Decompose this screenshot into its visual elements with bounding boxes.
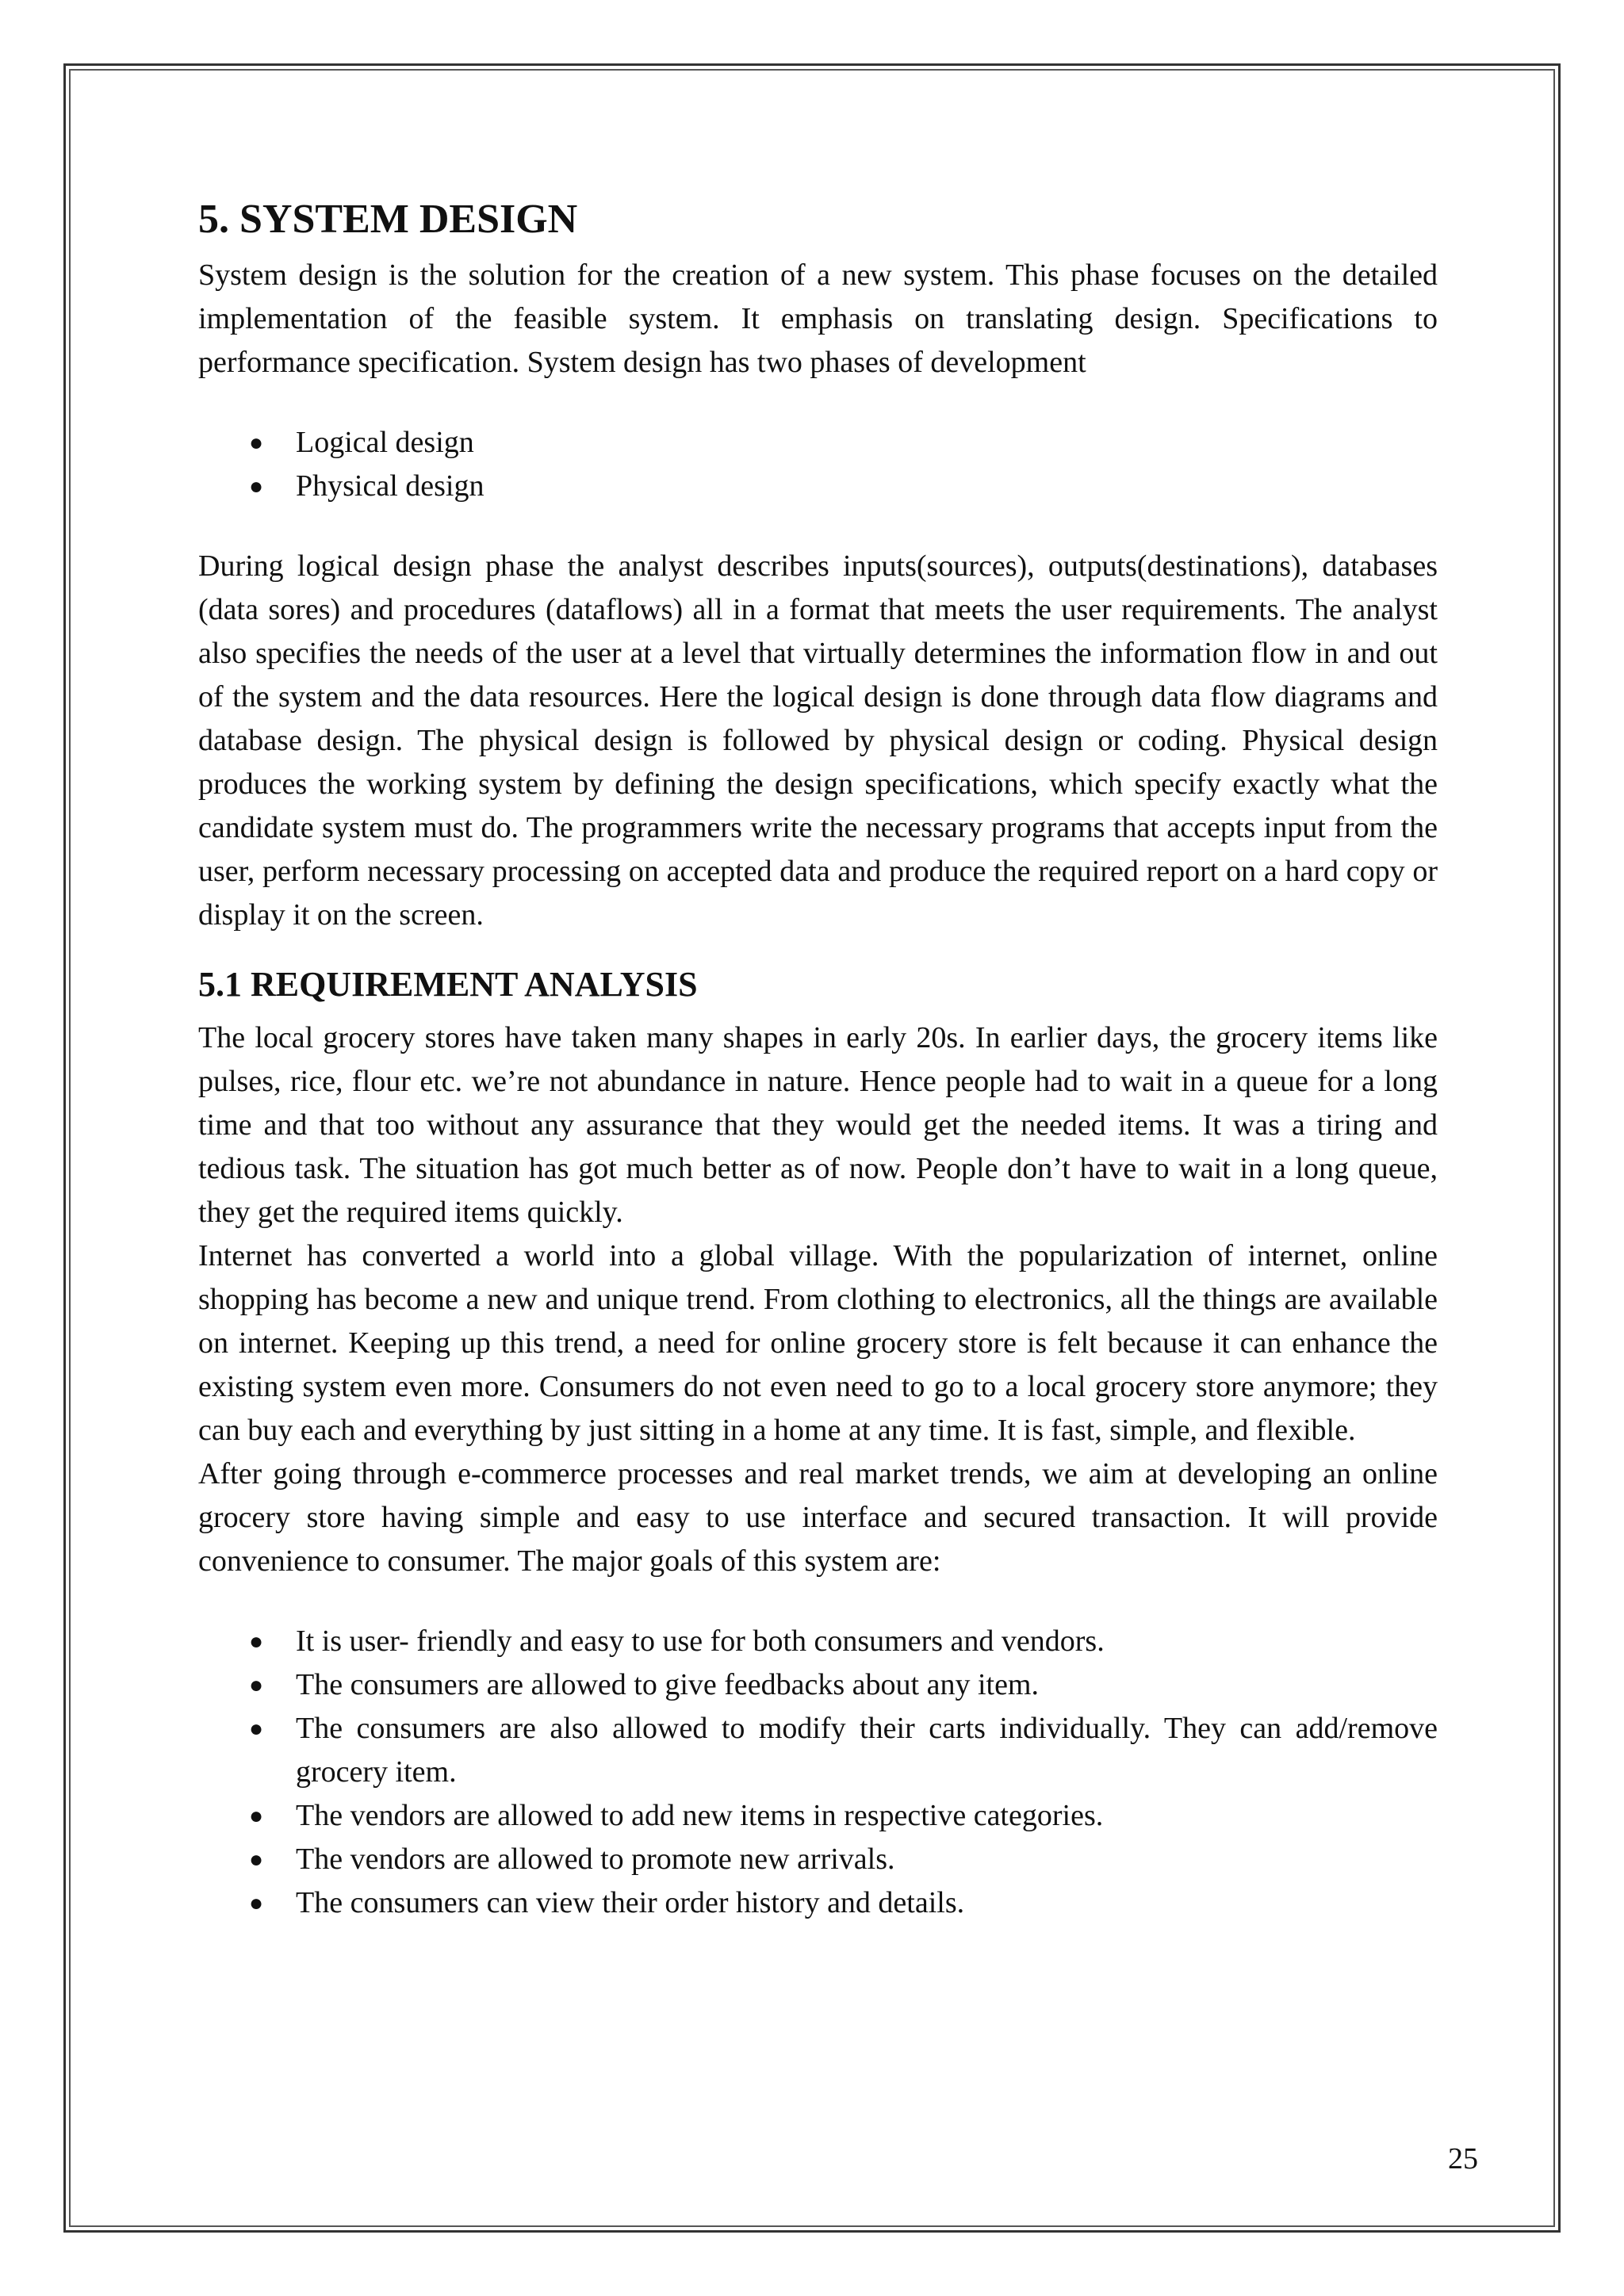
page-content bbox=[198, 192, 1438, 1961]
design-phases-list bbox=[198, 421, 1438, 508]
bullet-icon: ● bbox=[249, 1846, 264, 1873]
paragraph: Internet has converted a world into a global village. With the popularization of internet, online shopping has become a new and unique trend. From clothing to electronics, all the things are available on internet. Keeping up this trend, a need for online grocery store is felt because it can enhance the existing system even more. Consumers do not even need to go to a local grocery store anymore; they can buy each and everything by just sitting in a home at any time. It is fast, simple, and flexible. bbox=[198, 1239, 1438, 1447]
list-item-text: Logical design bbox=[296, 426, 474, 459]
list-item bbox=[198, 1707, 1438, 1794]
bullet-icon: ● bbox=[249, 430, 264, 456]
list-item bbox=[198, 1881, 1438, 1925]
goals-list bbox=[198, 1620, 1438, 1925]
list-item-text: Physical design bbox=[296, 469, 485, 503]
list-item-text: The consumers are allowed to give feedbacks about any item. bbox=[296, 1668, 1039, 1701]
section-description: During logical design phase the analyst describes inputs(sources), outputs(destinations), databases (data sores) and procedures (dataflows) all in a format that meets the user requirements. The analyst also specifies the needs of the user at a level that virtually determines the information flow in and out of the system and the data resources. Here the logical design is done through data flow diagrams and database design. The physical design is followed by physical design or coding. Physical design produces the working system by defining the design specifications, which specify exactly what the candidate system must do. The programmers write the necessary programs that accepts input from the user, perform necessary processing on accepted data and produce the required report on a hard copy or display it on the screen. bbox=[198, 549, 1438, 932]
bullet-icon: ● bbox=[249, 1716, 264, 1742]
page-number: 25 bbox=[1448, 2142, 1478, 2175]
list-item-text: The consumers can view their order history and details. bbox=[296, 1886, 965, 1919]
list-item bbox=[198, 1620, 1438, 1663]
bullet-icon: ● bbox=[249, 1672, 264, 1698]
list-item-text: The vendors are allowed to promote new arrivals. bbox=[296, 1843, 895, 1876]
list-item bbox=[198, 465, 1438, 508]
bullet-icon: ● bbox=[249, 1890, 264, 1916]
list-item bbox=[198, 1794, 1438, 1838]
subsection-title: 5.1 REQUIREMENT ANALYSIS bbox=[198, 965, 698, 1004]
list-item-text: The vendors are allowed to add new items in respective categories. bbox=[296, 1799, 1104, 1832]
paragraph: After going through e-commerce processes and real market trends, we aim at developing an online grocery store having simple and easy to use interface and secured transaction. It will provide convenience to consumer. The major goals of this system are: bbox=[198, 1457, 1438, 1578]
section-intro: System design is the solution for the creation of a new system. This phase focuses on the detailed implementation of the feasible system. It emphasis on translating design. Specifications to performance specification. System design has two phases of development bbox=[198, 258, 1438, 379]
list-item-text: The consumers are also allowed to modify their carts individually. They can add/remove grocery item. bbox=[296, 1712, 1438, 1789]
list-item bbox=[198, 1838, 1438, 1881]
bullet-icon: ● bbox=[249, 1803, 264, 1829]
bullet-icon: ● bbox=[249, 1628, 264, 1655]
section-title: 5. SYSTEM DESIGN bbox=[198, 197, 578, 242]
list-item bbox=[198, 421, 1438, 465]
bullet-icon: ● bbox=[249, 473, 264, 499]
list-item-text: It is user- friendly and easy to use for both consumers and vendors. bbox=[296, 1624, 1105, 1658]
paragraph: The local grocery stores have taken many shapes in early 20s. In earlier days, the grocery items like pulses, rice, flour etc. we’re not abundance in nature. Hence people had to wait in a queue for a long time and that too without any assurance that they would get the needed items. It was a tiring and tedious task. The situation has got much better as of now. People don’t have to wait in a long queue, they get the required items quickly. bbox=[198, 1021, 1438, 1229]
list-item bbox=[198, 1663, 1438, 1707]
